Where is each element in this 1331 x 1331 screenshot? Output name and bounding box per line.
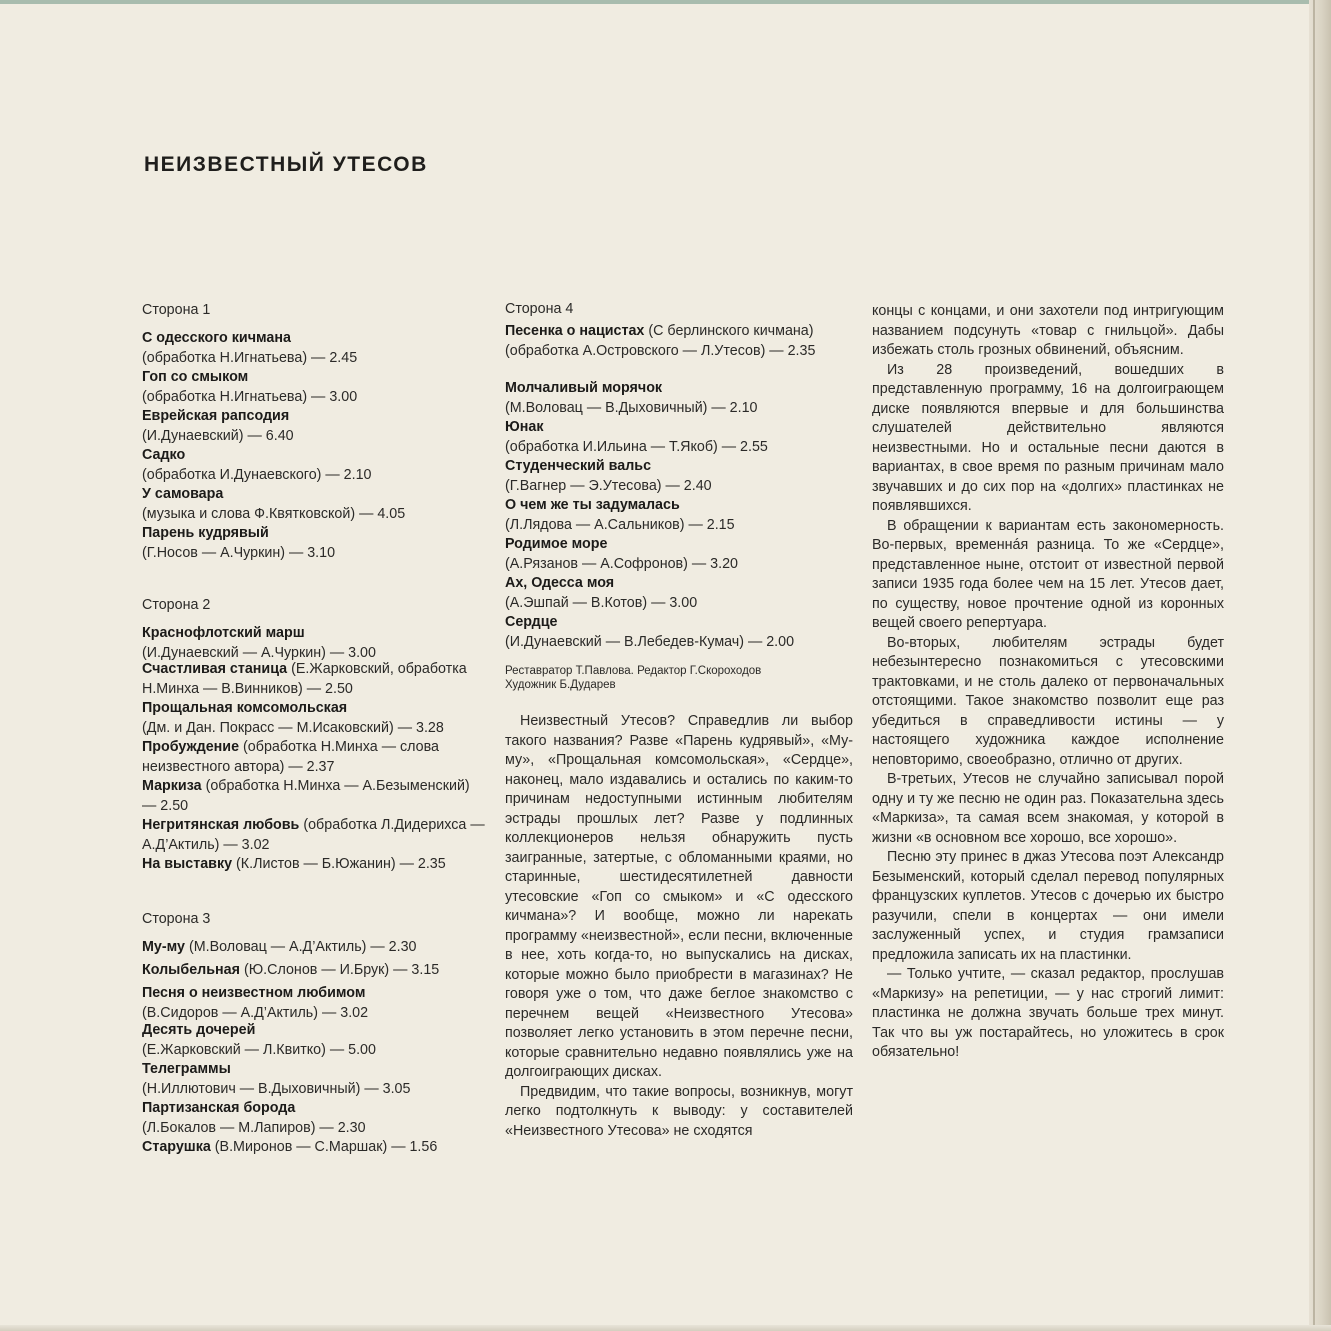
track-details: (обработка Н.Минха — слова неизвестного автора) — 2.37 [142, 739, 439, 775]
track-title: Десять дочерей [142, 1022, 256, 1038]
track-item [505, 418, 855, 457]
track-title: Гоп со смыком [142, 369, 249, 385]
track-title: Колыбельная [142, 962, 240, 978]
track-item [142, 1060, 487, 1099]
essay-part-1 [505, 712, 853, 1141]
essay-paragraph: Предвидим, что такие вопросы, возникнув, могут легко подтолкнуть к выводу: у составителей «Неизвестного Утесова» не сходятся [505, 1083, 853, 1139]
track-item [142, 524, 487, 563]
essay-paragraph: концы с концами, и они захотели под интригующим названием подсунуть «товар с гнильцой». Дабы избежать столь грозных обвинений, объясним. [872, 303, 1224, 358]
track-title: Парень кудрявый [142, 525, 269, 541]
track-details: (музыка и слова Ф.Квятковской) — 4.05 [142, 505, 406, 522]
track-item [142, 329, 487, 368]
side-2-heading: Сторона 2 [142, 597, 211, 613]
track-details: (Г.Носов — А.Чуркин) — 3.10 [142, 544, 336, 561]
track-title: Еврейская рапсодия [142, 408, 290, 424]
essay-part-2 [872, 302, 1224, 1063]
track-item [142, 777, 487, 816]
track-details: (И.Дунаевский — А.Чуркин) — 3.00 [142, 644, 376, 661]
track-title: Юнак [505, 419, 544, 435]
track-title: Песенка о нацистах [505, 323, 645, 339]
essay-paragraph: В обращении к вариантам есть закономерность. Во-первых, временнáя разница. То же «Сердце», представленное ныне, отстоит от известной первой записи 1935 года более чем на 15 лет. Утесов дает, по существу, новое прочтение одной из коронных вещей своего репертуара. [872, 517, 1224, 631]
track-title: Старушка [142, 1139, 211, 1155]
track-item [505, 613, 855, 652]
essay-paragraph: В-третьих, Утесов не случайно записывал порой одну и ту же песню не один раз. Показательна здесь «Маркиза», та самая всем знакомая, у которой в жизни «в основном все хорошо, все хорошо». [872, 771, 1224, 846]
track-details: (Дм. и Дан. Покрасс — М.Исаковский) — 3.28 [142, 719, 444, 736]
track-item [142, 738, 487, 777]
essay-paragraph: — Только учтите, — сказал редактор, прослушав «Маркизу» на репетиции, — у нас строгий лимит: пластинка не должна звучать больше трех минут. Так что вы уж постарайтесь, но уложитесь в срок обязательно! [872, 966, 1224, 1060]
sleeve-bottom-edge [0, 1325, 1331, 1331]
track-item [142, 485, 487, 524]
track-details: (Л.Бокалов — М.Лапиров) — 2.30 [142, 1119, 366, 1136]
track-details: (Е.Жарковский — Л.Квитко) — 5.00 [142, 1041, 376, 1058]
track-item [142, 984, 487, 1023]
track-title: Маркиза [142, 778, 202, 794]
track-title: Пробуждение [142, 739, 240, 755]
track-title: Ах, Одесса моя [505, 575, 615, 591]
track-details: (Л.Лядова — А.Сальников) — 2.15 [505, 516, 735, 533]
side-3-heading: Сторона 3 [142, 911, 211, 927]
track-item [142, 407, 487, 446]
track-details: (В.Миронов — С.Маршак) — 1.56 [214, 1139, 438, 1155]
track-item [505, 322, 855, 361]
essay-paragraph: Из 28 произведений, вошедших в представленную программу, 16 на долгоиграющем диске появляются впервые и для большинства слушателей действительно являются неизвестными. Но и остальные песни даются в вариантах, в свое время по разным причинам мало звучавших и до сих пор на «долгих» пластинках не появлявшихся. [872, 361, 1224, 514]
track-title: С одесского кичмана [142, 330, 291, 346]
track-details: (обработка И.Дунаевского) — 2.10 [142, 466, 372, 483]
track-details: (И.Дунаевский — В.Лебедев-Кумач) — 2.00 [505, 633, 795, 650]
sleeve-top-edge [0, 0, 1331, 4]
track-item [505, 535, 855, 574]
track-details: (М.Воловац — В.Дыховичный) — 2.10 [505, 399, 758, 416]
track-item [142, 446, 487, 485]
track-details: (Ю.Слонов — И.Брук) — 3.15 [243, 962, 440, 978]
track-item [142, 1021, 487, 1060]
track-details: (обработка И.Ильина — Т.Якоб) — 2.55 [505, 438, 768, 455]
track-item [505, 457, 855, 496]
track-item [142, 624, 487, 663]
track-item [142, 1138, 487, 1158]
sleeve-spine-line [1313, 0, 1315, 1331]
side-1-heading: Сторона 1 [142, 302, 211, 318]
track-details: (Г.Вагнер — Э.Утесова) — 2.40 [505, 477, 712, 494]
track-item [142, 660, 487, 699]
track-title: О чем же ты задумалась [505, 497, 680, 513]
credits-line: Реставратор Т.Павлова. Редактор Г.Скороходов [505, 665, 762, 677]
track-item [142, 816, 487, 855]
track-details: (обработка Н.Минха — А.Безыменский) — 2.50 [142, 778, 470, 814]
track-item [142, 855, 487, 875]
track-title: Сердце [505, 614, 558, 630]
track-details: (Е.Жарковский, обработка Н.Минха — В.Винников) — 2.50 [142, 661, 467, 697]
track-title: Негритянская любовь [142, 817, 300, 833]
track-title: У самовара [142, 486, 224, 502]
track-item [142, 938, 487, 958]
side-4-heading: Сторона 4 [505, 301, 574, 317]
track-details: (К.Листов — Б.Южанин) — 2.35 [236, 856, 446, 872]
track-item [505, 496, 855, 535]
track-title: Партизанская борода [142, 1100, 296, 1116]
track-title: Садко [142, 447, 186, 463]
essay-paragraph: Во-вторых, любителям эстрады будет небезынтересно познакомиться с утесовскими трактовками, и не столь далеко от первоначальных отстоящими. Такое знакомство позволит еще раз убедиться в справедливости истины — у настоящего художника каждое исполнение неповторимо, своеобразно, отлично от других. [872, 634, 1224, 768]
essay-paragraph: Неизвестный Утесов? Справедлив ли выбор такого названия? Разве «Парень кудрявый», «Му-му», «Прощальная комсомольская», «Сердце», наконец, мало издавались и остались по каким-то причинам недоступными истинным любителям эстрады прошлых лет? Разве у подлинных коллекционеров нельзя обнаружить пусть заигранные, затертые, с обломанными краями, но старинные, шестидесятилетней давности утесовские «Гоп со смыком» и «С одесского кичмана»? И вообще, можно ли нарекать программу «неизвестной», если песни, включенные в нее, хоть когда-то, но выпускались на дисках, которые можно было приобрести в магазинах? Не говоря уже о том, что даже беглое знакомство с перечнем вещей «Неизвестного Утесова» позволяет легко установить в этом перечне песни, которые сравнительно недавно появлялись уже на долгоиграющих дисках. [505, 713, 853, 1080]
track-details: (С берлинского кичмана) (обработка А.Островского — Л.Утесов) — 2.35 [505, 323, 816, 359]
track-item [142, 699, 487, 738]
track-details: (Н.Иллютович — В.Дыховичный) — 3.05 [142, 1080, 411, 1097]
track-details: (обработка Н.Игнатьева) — 3.00 [142, 388, 358, 405]
track-title: Молчаливый морячок [505, 380, 663, 396]
track-title: Родимое море [505, 536, 608, 552]
track-details: (А.Эшпай — В.Котов) — 3.00 [505, 594, 698, 611]
credits-line: Художник Б.Дударев [505, 679, 616, 691]
track-title: Песня о неизвестном любимом [142, 985, 366, 1001]
track-details: (И.Дунаевский) — 6.40 [142, 427, 294, 444]
track-title: Счастливая станица [142, 661, 288, 677]
track-title: Краснофлотский марш [142, 625, 305, 641]
track-details: (обработка Л.Дидерихса — А.Д’Актиль) — 3.02 [142, 817, 485, 853]
essay-paragraph: Песню эту принес в джаз Утесова поэт Александр Безыменский, который сделал перевод популярных французских куплетов. Утесов с дочерью их быстро разучили, спели в концертах — они имели заслуженный успех, и студия грамзаписи предложила записать их на пластинки. [872, 849, 1224, 963]
track-details: (А.Рязанов — А.Софронов) — 3.20 [505, 555, 738, 572]
track-title: Му-му [142, 939, 185, 955]
track-item [142, 1099, 487, 1138]
track-details: (обработка Н.Игнатьева) — 2.45 [142, 349, 358, 366]
track-title: На выставку [142, 856, 233, 872]
track-item [505, 574, 855, 613]
track-title: Студенческий вальс [505, 458, 652, 474]
track-title: Прощальная комсомольская [142, 700, 348, 716]
track-item [142, 368, 487, 407]
album-title: НЕИЗВЕСТНЫЙ УТЕСОВ [144, 153, 428, 176]
track-details: (М.Воловац — А.Д’Актиль) — 2.30 [188, 939, 417, 955]
track-title: Телеграммы [142, 1061, 231, 1077]
track-item [505, 379, 855, 418]
track-item [142, 961, 487, 981]
track-details: (В.Сидоров — А.Д’Актиль) — 3.02 [142, 1004, 369, 1021]
